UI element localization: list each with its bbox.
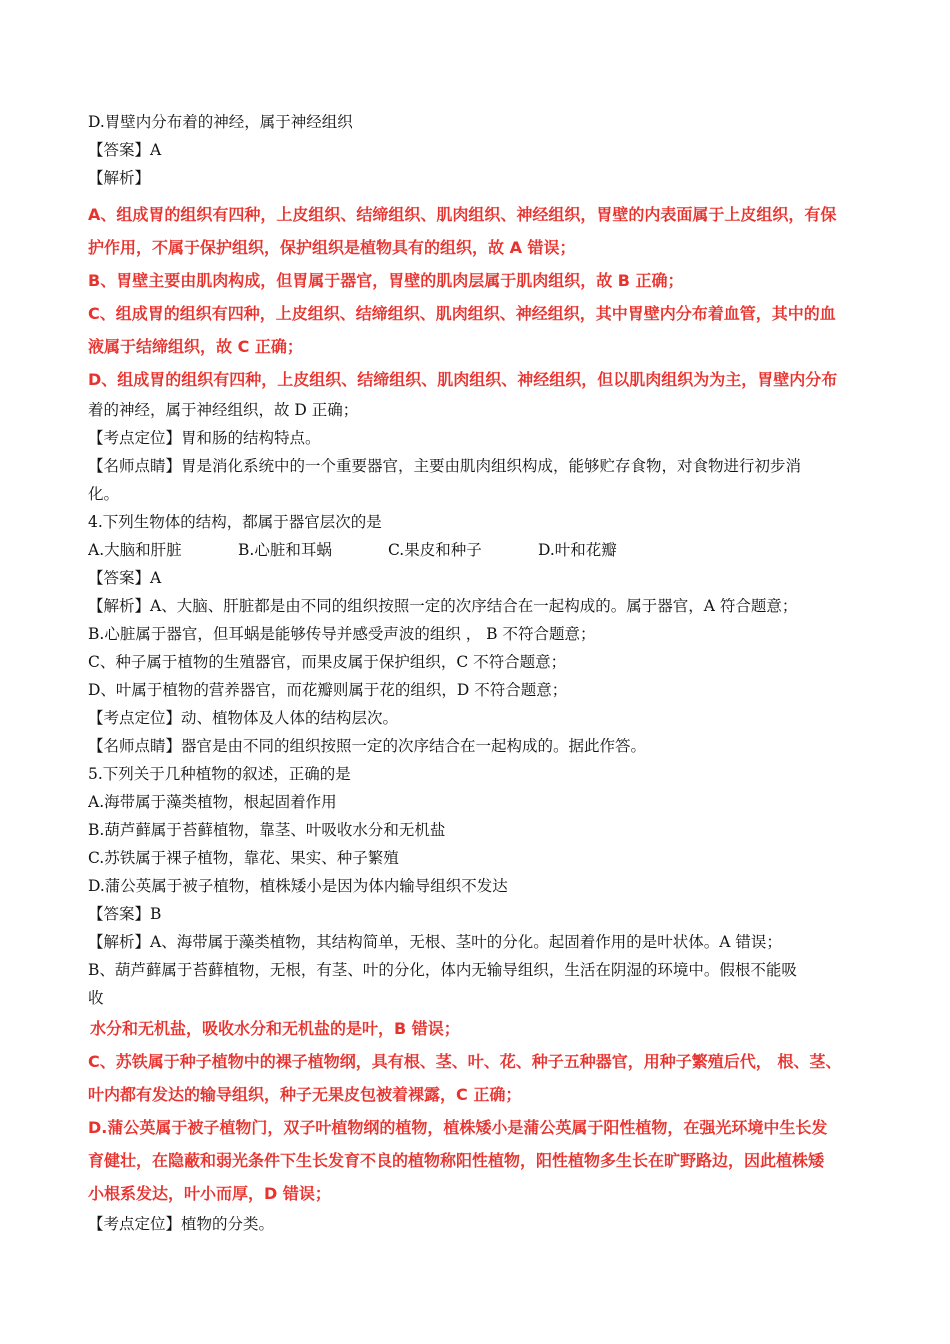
q4-analysis-line: C、种子属于植物的生殖器官，而果皮属于保护组织，C 不符合题意； xyxy=(88,653,567,671)
q5-analysis-red-line: 叶内都有发达的输导组织，种子无果皮包被着裸露，C 正确； xyxy=(88,1085,522,1104)
q3-analysis-red-line: D、组成胃的组织有四种，上皮组织、结缔组织、肌肉组织、神经组织，但以肌肉组织为为主，胃壁内分布 xyxy=(88,370,838,389)
q3-kaodian: 【考点定位】胃和肠的结构特点。 xyxy=(88,429,321,447)
q4-kaodian: 【考点定位】动、植物体及人体的结构层次。 xyxy=(88,709,399,727)
q5-option-c: C.苏铁属于裸子植物，靠花、果实、种子繁殖 xyxy=(88,849,399,867)
q5-kaodian: 【考点定位】植物的分类。 xyxy=(88,1215,275,1233)
q3-mingshi-line: 化。 xyxy=(88,485,120,503)
q4-stem: 4.下列生物体的结构，都属于器官层次的是 xyxy=(88,513,382,531)
q5-answer: 【答案】B xyxy=(88,905,162,923)
q3-analysis-red-line: C、组成胃的组织有四种，上皮组织、结缔组织、肌肉组织、神经组织，其中胃壁内分布着血管，其中的血 xyxy=(88,304,836,323)
q4-option-a: A.大脑和肝脏 xyxy=(88,541,182,559)
q3-analysis-continuation: 着的神经，属于神经组织，故 D 正确； xyxy=(88,401,359,419)
q5-analysis-line: 【解析】A、海带属于藻类植物，其结构简单，无根、茎叶的分化。起固着作用的是叶状体。A 错误； xyxy=(88,933,782,951)
q3-option-d: D.胃壁内分布着的神经，属于神经组织 xyxy=(88,113,353,131)
document-page xyxy=(88,108,878,1238)
q4-analysis-line: 【解析】A、大脑、肝脏都是由不同的组织按照一定的次序结合在一起构成的。属于器官，A 符合题意； xyxy=(88,597,798,615)
q4-option-c: C.果皮和种子 xyxy=(388,541,482,559)
q5-analysis-line: 收 xyxy=(88,989,104,1007)
q3-answer: 【答案】A xyxy=(88,141,162,159)
q3-analysis-red-line: B、胃壁主要由肌肉构成，但胃属于器官，胃壁的肌肉层属于肌肉组织，故 B 正确； xyxy=(88,271,684,290)
q4-answer: 【答案】A xyxy=(88,569,162,587)
q4-analysis-line: B.心脏属于器官，但耳蜗是能够传导并感受声波的组织 ， B 不符合题意； xyxy=(88,625,596,643)
q4-analysis-line: D、叶属于植物的营养器官，而花瓣则属于花的组织，D 不符合题意； xyxy=(88,681,568,699)
q4-option-d: D.叶和花瓣 xyxy=(538,541,617,559)
q5-option-a: A.海带属于藻类植物，根起固着作用 xyxy=(88,793,337,811)
q4-mingshi: 【名师点睛】器官是由不同的组织按照一定的次序结合在一起构成的。据此作答。 xyxy=(88,737,647,755)
q3-analysis-heading: 【解析】 xyxy=(88,169,151,187)
q5-analysis-red-line: D.蒲公英属于被子植物门，双子叶植物纲的植物，植株矮小是蒲公英属于阳性植物，在强光环境中生长发 xyxy=(88,1118,828,1137)
q5-analysis-red-line: 小根系发达，叶小而厚，D 错误； xyxy=(88,1184,331,1203)
q3-mingshi-line: 【名师点睛】胃是消化系统中的一个重要器官，主要由肌肉组织构成，能够贮存食物，对食物进行初步消 xyxy=(88,457,802,475)
q5-option-b: B.葫芦藓属于苔藓植物，靠茎、叶吸收水分和无机盐 xyxy=(88,821,446,839)
q5-analysis-red-line: C、苏铁属于种子植物中的裸子植物纲，具有根、茎、叶、花、种子五种器官，用种子繁殖后代， 根、茎、 xyxy=(88,1052,842,1071)
q3-analysis-red-line: 护作用，不属于保护组织，保护组织是植物具有的组织，故 A 错误； xyxy=(88,238,576,257)
q3-analysis-red-line: A、组成胃的组织有四种，上皮组织、结缔组织、肌肉组织、神经组织，胃壁的内表面属于上皮组织，有保 xyxy=(88,205,837,224)
q4-option-b: B.心脏和耳蜗 xyxy=(238,541,332,559)
q5-stem: 5.下列关于几种植物的叙述，正确的是 xyxy=(88,765,351,783)
q5-analysis-red-line: 水分和无机盐，吸收水分和无机盐的是叶，B 错误； xyxy=(90,1019,460,1038)
q4-options xyxy=(88,536,878,564)
q5-analysis-red-line: 育健壮，在隐蔽和弱光条件下生长发育不良的植物称阳性植物，阳性植物多生长在旷野路边，因此植株矮 xyxy=(88,1151,825,1170)
q5-option-d: D.蒲公英属于被子植物，植株矮小是因为体内输导组织不发达 xyxy=(88,877,508,895)
q3-analysis-red-line: 液属于结缔组织，故 C 正确； xyxy=(88,337,303,356)
q5-analysis-line: B、葫芦藓属于苔藓植物，无根，有茎、叶的分化，体内无输导组织，生活在阴湿的环境中。假根不能吸 xyxy=(88,961,797,979)
